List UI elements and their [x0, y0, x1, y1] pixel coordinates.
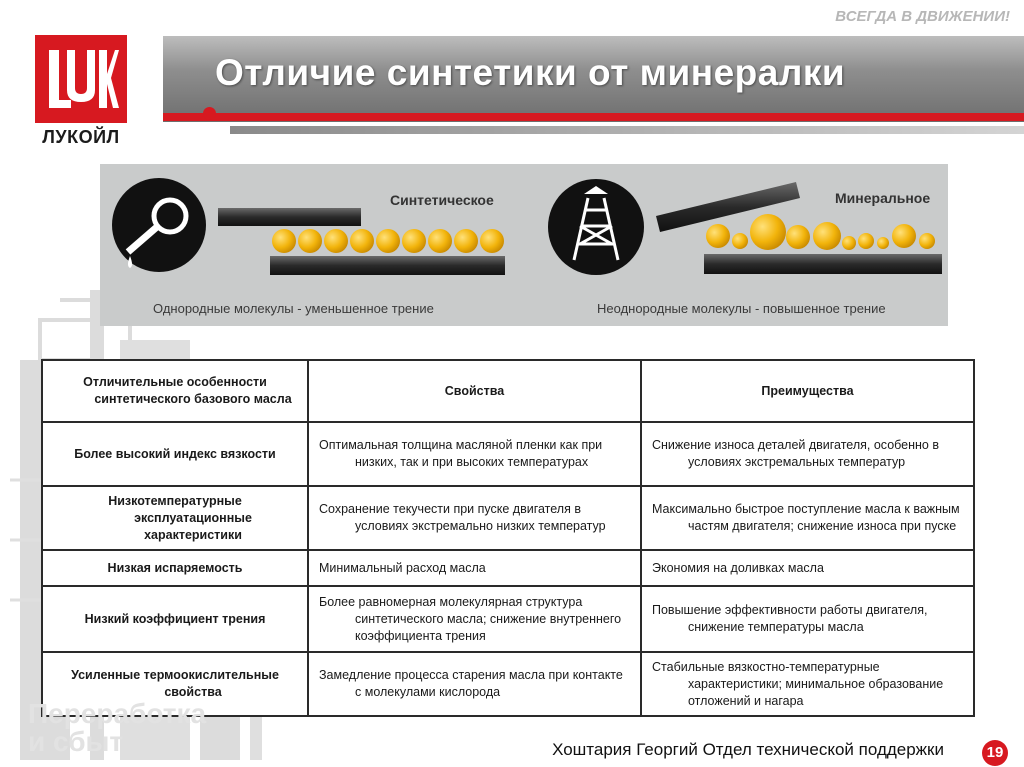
benefit-cell: Экономия на доливках масла — [641, 550, 974, 586]
watermark-line-2: и сбыт — [28, 726, 124, 757]
synthetic-label: Синтетическое — [390, 192, 494, 208]
page-number-badge: 19 — [982, 740, 1008, 766]
lukoil-logo-name: ЛУКОЙЛ — [42, 127, 120, 147]
table-row — [42, 586, 974, 652]
slogan: ВСЕГДА В ДВИЖЕНИИ! — [835, 8, 1010, 25]
watermark-line-1: Переработка — [28, 698, 207, 729]
table-row — [42, 422, 974, 486]
synthetic-caption: Однородные молекулы - уменьшенное трение — [153, 301, 434, 316]
friction-diagram — [100, 164, 948, 326]
properties-table — [41, 359, 975, 717]
mineral-label: Минеральное — [835, 190, 931, 206]
benefit-cell: Повышение эффективности работы двигателя, снижение температуры масла — [641, 586, 974, 652]
property-cell: Сохранение текучести при пуске двигателя в условиях экстремально низких температур — [308, 486, 641, 550]
lukoil-logo-mark — [35, 35, 127, 123]
title-grey-stripe — [230, 126, 1024, 134]
column-header-benefits: Преимущества — [641, 360, 974, 422]
oil-derrick-icon — [548, 179, 644, 275]
lukoil-logo — [35, 35, 127, 148]
flask-icon — [112, 178, 206, 272]
column-header-properties: Свойства — [308, 360, 641, 422]
slide-title: Отличие синтетики от минералки — [215, 52, 846, 93]
feature-cell: Усиленные термоокислительные свойства — [42, 652, 308, 716]
property-cell: Более равномерная молекулярная структура синтетического масла; снижение внутреннего коэффициента трения — [308, 586, 641, 652]
division-watermark — [28, 700, 206, 756]
feature-cell: Низкая испаряемость — [42, 550, 308, 586]
mineral-molecules — [706, 214, 935, 250]
table-row — [42, 550, 974, 586]
synthetic-molecules — [272, 229, 504, 253]
title-red-stripe — [163, 113, 1024, 121]
table-header-row — [42, 360, 974, 422]
feature-cell: Более высокий индекс вязкости — [42, 422, 308, 486]
author-footer: Хоштария Георгий Отдел технической поддержки — [552, 740, 944, 759]
property-cell: Оптимальная толщина масляной пленки как при низких, так и при высоких температурах — [308, 422, 641, 486]
benefit-cell: Максимально быстрое поступление масла к важным частям двигателя; снижение износа при пуске — [641, 486, 974, 550]
property-cell: Минимальный расход масла — [308, 550, 641, 586]
mineral-caption: Неоднородные молекулы - повышенное трение — [597, 301, 886, 316]
feature-cell: Низкий коэффициент трения — [42, 586, 308, 652]
column-header-features: Отличительные особенности синтетического базового масла — [42, 360, 308, 422]
property-cell: Замедление процесса старения масла при контакте с молекулами кислорода — [308, 652, 641, 716]
feature-cell: Низкотемпературные эксплуатационные характеристики — [42, 486, 308, 550]
benefit-cell: Снижение износа деталей двигателя, особенно в условиях экстремальных температур — [641, 422, 974, 486]
benefit-cell: Стабильные вязкостно-температурные характеристики; минимальное образование отложений и нагара — [641, 652, 974, 716]
table-row — [42, 486, 974, 550]
luk-emblem-icon — [41, 44, 121, 114]
title-red-dot — [203, 107, 216, 120]
